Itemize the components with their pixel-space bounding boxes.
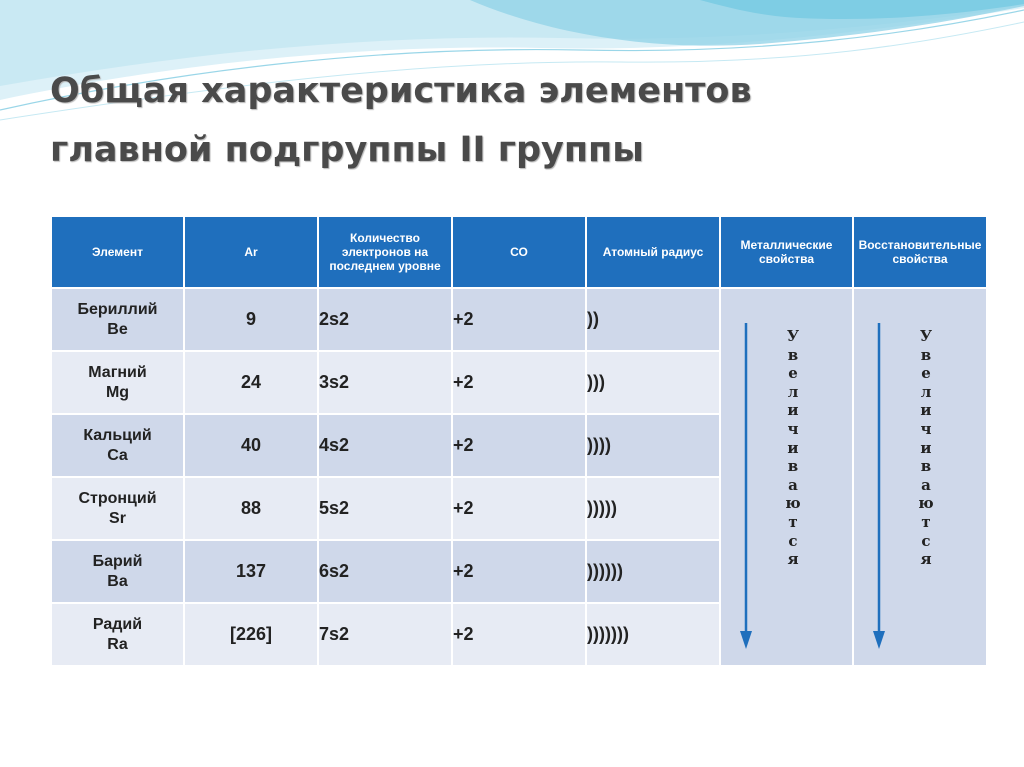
page-title [50,62,752,180]
elements-table [50,215,988,667]
co-cell: +2 [452,351,586,414]
vertical-letter: а [921,475,931,494]
config-cell: 5s2 [318,477,452,540]
header-co: СО [452,216,586,288]
ar-cell: 88 [184,477,318,540]
vertical-letter: а [788,475,798,494]
config-cell: 7s2 [318,603,452,666]
vertical-letter: т [921,512,931,531]
vertical-letter: я [920,550,932,569]
radius-cell: ))) [586,351,720,414]
down-arrow-icon [872,323,886,649]
header-metallic: Металлические свойства [720,216,853,288]
co-cell: +2 [452,414,586,477]
config-cell: 2s2 [318,288,452,351]
element-symbol: Ra [107,635,128,653]
title-line-2: главной подгруппы II группы [50,130,644,170]
vertical-letter: т [788,512,798,531]
down-arrow-icon [739,323,753,649]
element-cell [51,477,184,540]
vertical-letter: и [920,438,932,457]
header-electrons: Количество электронов на последнем уровне [318,216,452,288]
vertical-letter: У [919,327,933,345]
config-cell: 4s2 [318,414,452,477]
element-symbol: Ca [107,446,128,464]
element-symbol: Ba [107,572,128,590]
table-header-row [51,216,987,288]
vertical-letter: в [920,345,932,364]
metallic-trend-text [785,327,801,569]
co-cell: +2 [452,477,586,540]
config-cell: 3s2 [318,351,452,414]
vertical-letter: в [787,345,799,364]
element-cell [51,414,184,477]
vertical-letter: е [788,364,798,383]
ar-cell: 24 [184,351,318,414]
vertical-letter: я [787,550,799,569]
vertical-letter: в [920,457,932,476]
element-cell [51,540,184,603]
vertical-letter: л [920,382,932,401]
ar-cell: 137 [184,540,318,603]
ar-cell: [226] [184,603,318,666]
radius-cell: ))))))) [586,603,720,666]
vertical-letter: с [921,531,931,550]
vertical-letter: ч [920,419,932,438]
element-symbol: Be [107,320,128,338]
vertical-letter: ч [787,419,799,438]
radius-cell: )) [586,288,720,351]
header-radius: Атомный радиус [586,216,720,288]
vertical-letter: ю [918,494,934,513]
title-line-1: Общая характеристика элементов [50,71,752,111]
config-cell: 6s2 [318,540,452,603]
vertical-letter: е [921,364,931,383]
vertical-letter: л [787,382,799,401]
radius-cell: ))))) [586,477,720,540]
vertical-letter: и [787,401,799,420]
co-cell: +2 [452,603,586,666]
header-ar: Ar [184,216,318,288]
table-row [51,288,987,351]
vertical-letter: и [920,401,932,420]
header-element: Элемент [51,216,184,288]
element-symbol: Sr [109,509,126,527]
element-symbol: Mg [105,383,130,401]
header-reducing: Восстановительные свойства [853,216,987,288]
element-name: Бериллий [77,300,158,318]
element-name: Магний [88,363,147,381]
co-cell: +2 [452,540,586,603]
radius-cell: )))))) [586,540,720,603]
element-cell [51,603,184,666]
reducing-trend-cell [853,288,987,666]
element-name: Стронций [78,489,157,507]
vertical-letter: с [788,531,798,550]
vertical-letter: ю [785,494,801,513]
vertical-letter: У [786,327,800,345]
reducing-trend-text [918,327,934,569]
element-name: Барий [92,552,143,570]
element-cell [51,351,184,414]
radius-cell: )))) [586,414,720,477]
vertical-letter: и [787,438,799,457]
element-cell [51,288,184,351]
co-cell: +2 [452,288,586,351]
vertical-letter: в [787,457,799,476]
element-name: Кальций [83,426,152,444]
metallic-trend-cell [720,288,853,666]
ar-cell: 9 [184,288,318,351]
element-name: Радий [92,615,143,633]
ar-cell: 40 [184,414,318,477]
